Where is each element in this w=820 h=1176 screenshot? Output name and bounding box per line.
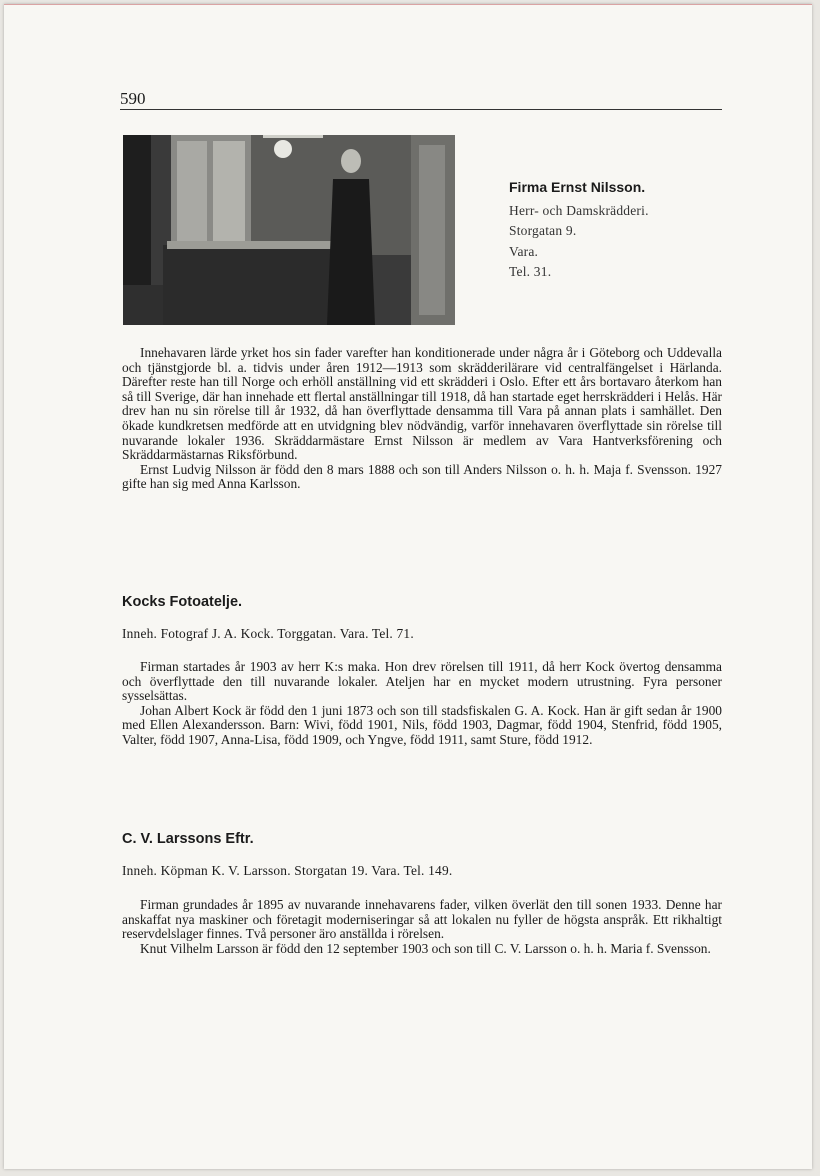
body-paragraph: Firman grundades år 1895 av nuvarande innehavarens fader, vilken överlät den till sonen 1933. Denne har anskaffat nya maskiner och företagit moderniseringar så att lokalen nu fyller de högsta anspråk. Ett rikhaltigt reservdelslager finnes. Två personer äro anställda i rörelsen. (122, 897, 722, 942)
firm-detail-line: Vara. (509, 243, 539, 259)
photo-person-head (341, 149, 361, 173)
header-rule (120, 109, 722, 110)
firm-larsson-text (122, 898, 722, 956)
firm-ernst-nilsson-info (509, 177, 649, 283)
body-paragraph: Firman startades år 1903 av herr K:s maka. Hon drev rörelsen till 1911, då herr Kock övertog densamma och överflyttade den till nuvarande lokaler. Ateljen har en mycket modern utrustning. Fyra personer sysselsättas. (122, 659, 722, 704)
body-paragraph: Johan Albert Kock är född den 1 juni 1873 och son till stadsfiskalen G. A. Kock. Han är gift sedan år 1900 med Ellen Alexandersson. Barn: Wivi, född 1901, Nils, född 1903, Dagmar, född 1904, Stenfrid, född 1905, Valter, född 1907, Anna-Lisa, född 1909, och Yngve, född 1911, samt Sture, född 1912. (122, 702, 722, 747)
body-paragraph: Knut Vilhelm Larsson är född den 12 september 1903 och son till C. V. Larsson o. h. h. Maria f. Svensson. (140, 940, 711, 956)
photo-door (419, 145, 445, 315)
photo-window-pane-right (213, 141, 245, 241)
photo-lamp-cord (263, 135, 323, 138)
body-paragraph: Ernst Ludvig Nilsson är född den 8 mars 1888 och son till Anders Nilsson o. h. h. Maja f. Svensson. 1927 gifte han sig med Anna Karlsson. (122, 461, 722, 492)
photo-counter-top (167, 241, 343, 249)
owner-line: Inneh. Köpman K. V. Larsson. Storgatan 19. Vara. Tel. 149. (122, 863, 453, 878)
photo-counter (163, 245, 343, 325)
photo-lamp (274, 140, 292, 158)
firm-detail-line: Tel. 31. (509, 264, 552, 279)
page-number: 590 (120, 89, 146, 108)
tailor-shop-photo (123, 135, 455, 325)
photo-illustration (123, 135, 455, 325)
firm-title: Kocks Fotoatelje. (122, 594, 243, 610)
firm-detail-line: Storgatan 9. (509, 223, 577, 238)
firm-kock-text (122, 660, 722, 748)
photo-window-pane-left (177, 141, 207, 241)
body-paragraph: Innehavaren lärde yrket hos sin fader varefter han konditionerade under några år i Göteborg och Uddevalla och tjänstgjorde bl. a. tidvis under åren 1912—1913 som skrädderilärare vid centralfängelset i Härlanda. Därefter reste han till Norge och erhöll anställning vid ett skrädderi i Oslo. Efter ett års bortavaro återkom han så till Sverige, där han innehade ett flertal anställningar till 1918, då han startade eget herrskrädderi i Helås. Här drev han nu sin rörelse till år 1932, då han överflyttade densamma till Vara på annan plats i samhället. Den ökade kundkretsen medförde att en utvidgning blev nödvändig, varför innehavaren överflyttade sin rörelse till nuvarande lokaler 1936. Skräddarmästare Ernst Nilsson är medlem av Vara Hantverksförening och Skräddarmästarnas Riksförbund. (122, 345, 722, 463)
firm-ernst-nilsson-text (122, 346, 722, 492)
owner-line: Inneh. Fotograf J. A. Kock. Torggatan. Vara. Tel. 71. (122, 626, 414, 641)
photo-foreground-object (123, 285, 163, 325)
firm-detail-line: Herr- och Damskrädderi. (509, 202, 649, 218)
photo-person-body (327, 179, 375, 325)
firm-title: C. V. Larssons Eftr. (122, 831, 254, 847)
document-page (4, 4, 812, 1169)
firm-title: Firma Ernst Nilsson. (509, 179, 646, 195)
